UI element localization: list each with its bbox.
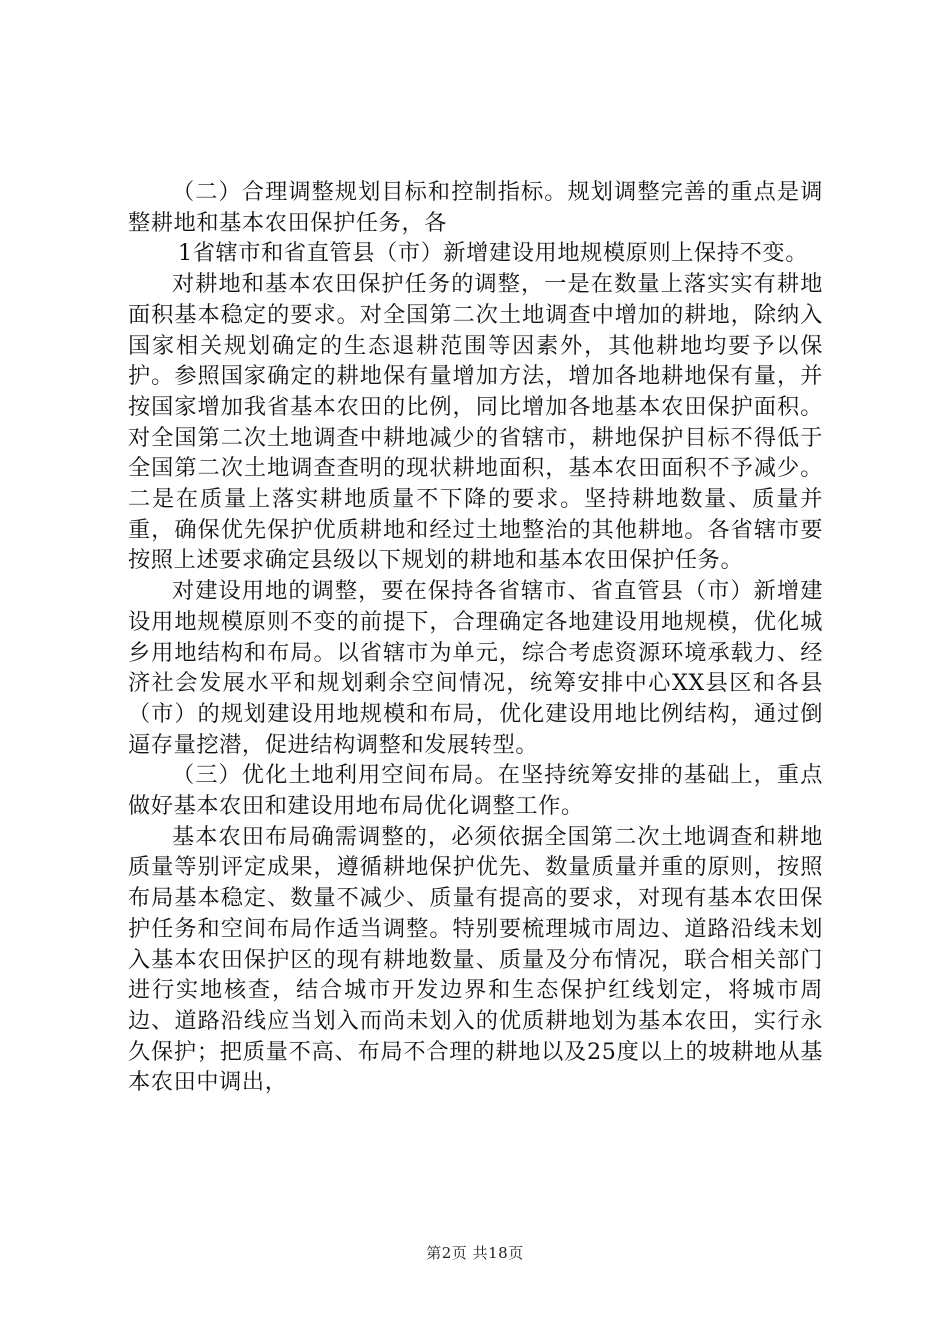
body-text [128, 177, 823, 1098]
paragraph-farmland-adjustment: 对耕地和基本农田保护任务的调整，一是在数量上落实实有耕地面积基本稳定的要求。对全国第二次土地调查中增加的耕地，除纳入国家相关规划确定的生态退耕范围等因素外，其他耕地均要予以保护。参照国家确定的耕地保有量增加方法，增加各地耕地保有量，并按国家增加我省基本农田的比例，同比增加各地基本农田保护面积。对全国第二次土地调查中耕地减少的省辖市，耕地保护目标不得低于全国第二次土地调查查明的现状耕地面积，基本农田面积不予减少。二是在质量上落实耕地质量不下降的要求。坚持耕地数量、质量并重，确保优先保护优质耕地和经过土地整治的其他耕地。各省辖市要按照上述要求确定县级以下规划的耕地和基本农田保护任务。 [128, 271, 823, 574]
paragraph-section-2-heading: （二）合理调整规划目标和控制指标。规划调整完善的重点是调整耕地和基本农田保护任务，各 [128, 179, 823, 236]
paragraph-basic-farmland-layout: 基本农田布局确需调整的，必须依据全国第二次土地调查和耕地质量等别评定成果，遵循耕地保护优先、数量质量并重的原则，按照布局基本稳定、数量不减少、质量有提高的要求，对现有基本农田保护任务和空间布局作适当调整。特别要梳理城市周边、道路沿线未划入基本农田保护区的现有耕地数量、质量及分布情况，联合相关部门进行实地核查，结合城市开发边界和生态保护红线划定，将城市周边、道路沿线应当划入而尚未划入的优质耕地划为基本农田，实行永久保护；把质量不高、布局不合理的耕地以及25度以上的坡耕地从基本农田中调出， [128, 823, 823, 1096]
paragraph-construction-land: 对建设用地的调整，要在保持各省辖市、省直管县（市）新增建设用地规模原则不变的前提下，合理确定各地建设用地规模，优化城乡用地结构和布局。以省辖市为单元，综合考虑资源环境承载力、经济社会发展水平和规划剩余空间情况，统筹安排中心XX县区和各县（市）的规划建设用地规模和布局，优化建设用地比例结构，通过倒逼存量挖潜，促进结构调整和发展转型。 [128, 578, 823, 758]
page-number-footer: 第2页 共18页 [426, 1244, 524, 1262]
paragraph-section-3-heading: （三）优化土地利用空间布局。在坚持统筹安排的基础上，重点做好基本农田和建设用地布局优化调整工作。 [128, 762, 823, 820]
paragraph-continuation: 1省辖市和省直管县（市）新增建设用地规模原则上保持不变。 [178, 240, 808, 267]
